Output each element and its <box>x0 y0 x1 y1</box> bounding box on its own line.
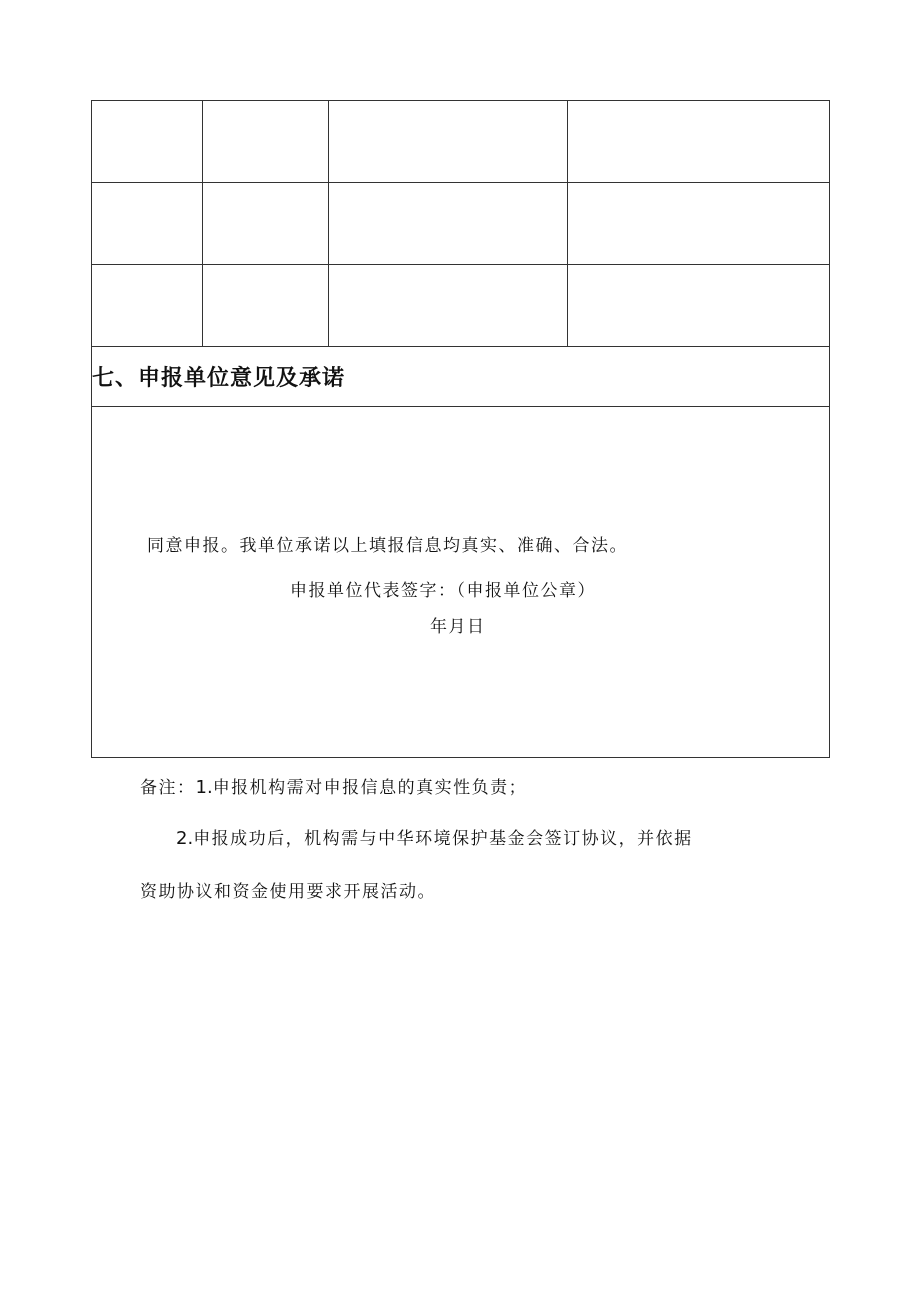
section-heading: 七、申报单位意见及承诺 <box>92 347 830 407</box>
table-row <box>92 265 830 347</box>
table-cell[interactable] <box>329 265 568 347</box>
commitment-row <box>92 407 830 758</box>
table-row <box>92 183 830 265</box>
table-row <box>92 101 830 183</box>
section-heading-row <box>92 347 830 407</box>
table-cell[interactable] <box>329 101 568 183</box>
table-cell[interactable] <box>568 265 830 347</box>
signature-line: 申报单位代表签字：（申报单位公章） <box>290 581 596 601</box>
note-item-1 <box>140 773 527 798</box>
table-cell[interactable] <box>568 101 830 183</box>
table-cell[interactable] <box>92 101 203 183</box>
note-item-2-continued <box>140 877 436 902</box>
table-cell[interactable] <box>203 265 329 347</box>
note-item-2 <box>176 824 693 849</box>
table-cell[interactable] <box>568 183 830 265</box>
commitment-cell <box>92 407 830 758</box>
table-cell[interactable] <box>329 183 568 265</box>
note-text-2: 申报成功后，机构需与中华环境保护基金会签订协议，并依据 <box>193 829 693 849</box>
table-cell[interactable] <box>203 183 329 265</box>
notes-label: 备注： <box>140 778 196 798</box>
table-cell[interactable] <box>92 265 203 347</box>
date-line: 年月日 <box>430 617 486 637</box>
application-form-table <box>91 100 830 758</box>
note-text-1: 申报机构需对申报信息的真实性负责； <box>212 778 528 798</box>
table-cell[interactable] <box>92 183 203 265</box>
table-cell[interactable] <box>203 101 329 183</box>
note-text-2-cont: 资助协议和资金使用要求开展活动。 <box>140 882 436 902</box>
commitment-statement: 同意申报。我单位承诺以上填报信息均真实、准确、合法。 <box>147 536 628 556</box>
note-number-1: 1. <box>195 777 213 798</box>
note-number-2: 2. <box>176 828 194 849</box>
